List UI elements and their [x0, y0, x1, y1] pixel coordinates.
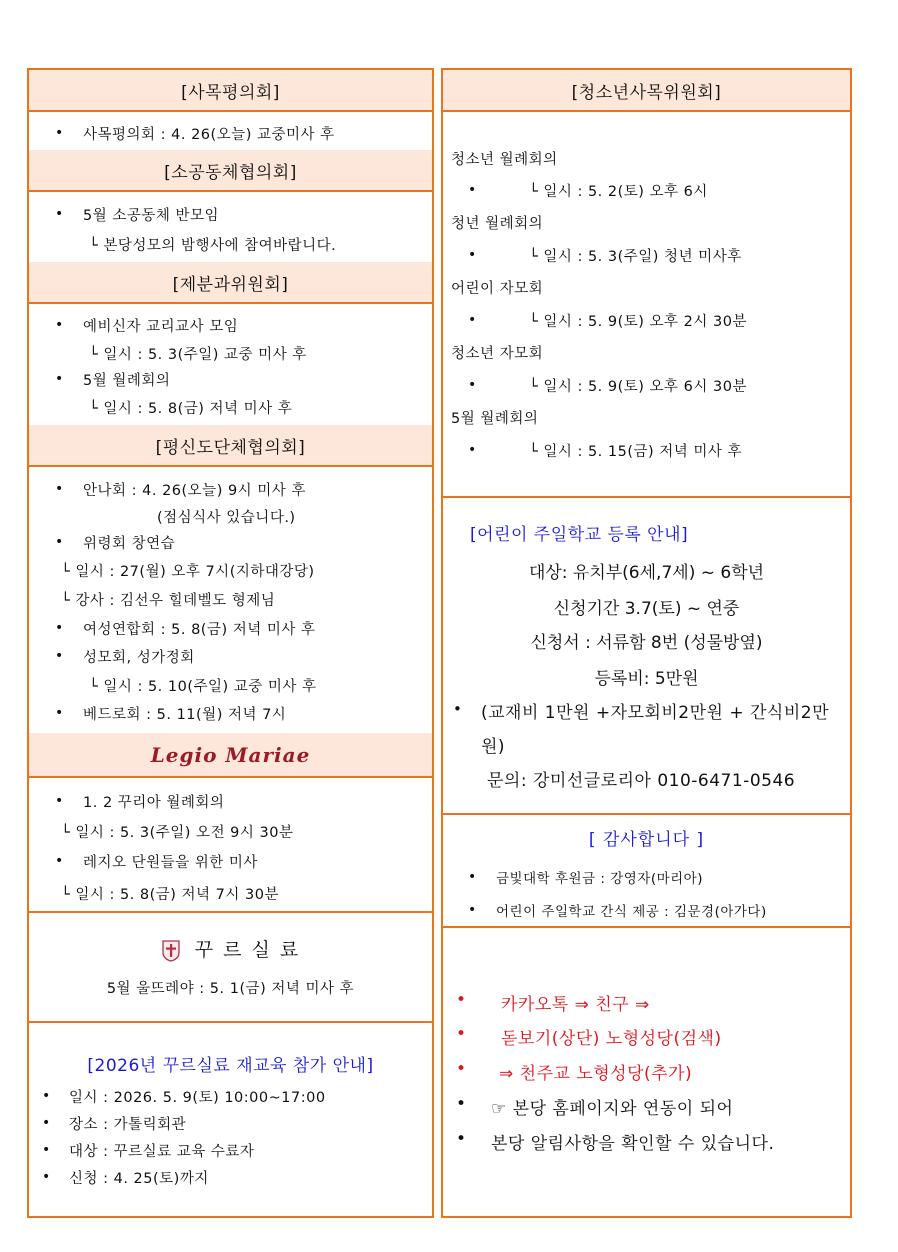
- bullet: •: [468, 442, 477, 458]
- evangelization-item-1: 예비신자 교리교사 모임: [83, 319, 239, 335]
- small-community-detail: └ 본당성모의 밤행사에 참여바랍니다.: [89, 238, 337, 254]
- cursillo-education-title: [2026년 꾸르실료 재교육 참가 안내]: [87, 1056, 374, 1076]
- legio-item-1-detail: └ 일시 : 5. 3(주일) 오전 9시 30분: [61, 825, 294, 841]
- bullet: •: [55, 125, 64, 141]
- laity-item-5: 베드로회 : 5. 11(월) 저녁 7시: [83, 707, 287, 723]
- cursillo-title-row: [29, 935, 432, 962]
- bullet: •: [55, 705, 64, 721]
- sunday-school-period: 신청기간 3.7(토) ~ 연중: [553, 599, 740, 619]
- thanks-title: [ 감사합니다 ]: [588, 830, 705, 850]
- laity-item-4: 성모회, 성가정회: [83, 650, 195, 666]
- right-column: [441, 68, 852, 1218]
- kakao-step-1: 카카오톡 ⇒ 친구 ⇒: [501, 995, 650, 1015]
- youth-header: [청소년사목위원회]: [443, 70, 850, 112]
- laity-item-2-detail-2: └ 강사 : 김선우 힐데벨도 형제님: [61, 593, 276, 609]
- youth-section: [443, 70, 850, 498]
- youth-item-3: 어린이 자모회: [451, 281, 544, 297]
- evangelization-item-2: 5월 월례회의: [83, 373, 171, 389]
- youth-item-4: 청소년 자모회: [451, 346, 544, 362]
- youth-item-1-detail: └ 일시 : 5. 2(토) 오후 6시: [529, 184, 708, 200]
- bullet: •: [468, 182, 477, 198]
- cursillo-title: 꾸 르 실 료: [194, 939, 301, 961]
- evangelization-item-1-detail: └ 일시 : 5. 3(주일) 교중 미사 후: [89, 347, 307, 363]
- bullet: •: [55, 206, 64, 222]
- cursillo-education-date: 일시 : 2026. 5. 9(토) 10:00~17:00: [69, 1090, 326, 1106]
- laity-item-2-detail-1: └ 일시 : 27(월) 오후 7시(지하대강당): [61, 564, 315, 580]
- legio-header: Legio Mariae: [29, 733, 432, 778]
- sunday-school-fee-detail: (교재비 1만원 +자모회비2만원 + 간식비2만: [481, 703, 830, 723]
- kakao-note-2: 본당 알림사항을 확인할 수 있습니다.: [491, 1134, 775, 1154]
- sunday-school-form: 신청서 : 서류함 8번 (성물방옆): [530, 633, 763, 653]
- bullet: •: [42, 1115, 51, 1131]
- thanks-item-2: 어린이 주일학교 간식 제공 : 김문경(아가다): [496, 904, 767, 920]
- sunday-school-contact: 문의: 강미선글로리아 010-6471-0546: [487, 771, 796, 791]
- laity-header: [평신도단체협의회]: [29, 425, 432, 467]
- bullet: •: [456, 1059, 467, 1079]
- bullet: •: [55, 371, 64, 387]
- cursillo-emblem-icon: [161, 940, 181, 962]
- youth-item-2-detail: └ 일시 : 5. 3(주일) 청년 미사후: [529, 249, 742, 265]
- bullet: •: [456, 1129, 467, 1149]
- kakao-note-1: ☞ 본당 홈페이지와 연동이 되어: [491, 1099, 734, 1119]
- bullet: •: [468, 869, 477, 885]
- laity-item-1: 안나회 : 4. 26(오늘) 9시 미사 후: [83, 483, 306, 499]
- bullet: •: [55, 481, 64, 497]
- legio-item-2-detail: └ 일시 : 5. 8(금) 저녁 7시 30분: [61, 887, 279, 903]
- bullet: •: [456, 1024, 467, 1044]
- evangelization-item-2-detail: └ 일시 : 5. 8(금) 저녁 미사 후: [89, 401, 293, 417]
- kakao-step-3: ⇒ 천주교 노형성당(추가): [499, 1064, 693, 1084]
- youth-item-3-detail: └ 일시 : 5. 9(토) 오후 2시 30분: [529, 314, 747, 330]
- bullet: •: [55, 620, 64, 636]
- bullet: •: [468, 312, 477, 328]
- pastoral-item: 사목평의회 : 4. 26(오늘) 교중미사 후: [83, 127, 335, 143]
- evangelization-section: [29, 262, 432, 427]
- kakao-step-2: 돋보기(상단) 노형성당(검색): [501, 1029, 722, 1049]
- youth-item-2: 청년 월례회의: [451, 216, 544, 232]
- youth-item-4-detail: └ 일시 : 5. 9(토) 오후 6시 30분: [529, 379, 747, 395]
- cursillo-section: [29, 911, 432, 1023]
- bullet: •: [453, 700, 462, 718]
- left-column: [27, 68, 434, 1218]
- kakao-section: [443, 926, 850, 1218]
- laity-item-4-detail: └ 일시 : 5. 10(주일) 교중 미사 후: [89, 679, 317, 695]
- legio-item-1: 1. 2 꾸리아 월례회의: [83, 795, 225, 811]
- legio-section: [29, 733, 432, 913]
- sunday-school-target: 대상: 유치부(6세,7세) ~ 6학년: [528, 563, 765, 583]
- laity-item-3: 여성연합회 : 5. 8(금) 저녁 미사 후: [83, 622, 316, 638]
- bullet: •: [468, 247, 477, 263]
- small-community-header: [소공동체협의회]: [29, 150, 432, 192]
- youth-item-5: 5월 월례회의: [451, 411, 539, 427]
- laity-item-1-detail: (점심식사 있습니다.): [157, 510, 296, 526]
- bullet: •: [55, 317, 64, 333]
- sunday-school-title: [어린이 주일학교 등록 안내]: [470, 525, 689, 545]
- pastoral-section: [29, 70, 432, 152]
- bullet: •: [55, 853, 64, 869]
- legio-item-2: 레지오 단원들을 위한 미사: [83, 855, 258, 871]
- bullet: •: [468, 902, 477, 918]
- small-community-section: [29, 150, 432, 264]
- cursillo-education-target: 대상 : 꾸르실료 교육 수료자: [69, 1144, 255, 1160]
- youth-item-5-detail: └ 일시 : 5. 15(금) 저녁 미사 후: [529, 444, 743, 460]
- bullet: •: [42, 1088, 51, 1104]
- bullet: •: [468, 377, 477, 393]
- bullet: •: [456, 990, 467, 1010]
- thanks-section: [443, 813, 850, 928]
- cursillo-education-section: [29, 1021, 432, 1218]
- bullet: •: [55, 648, 64, 664]
- bullet: •: [42, 1142, 51, 1158]
- sunday-school-fee-detail-cont: 원): [481, 737, 506, 757]
- bullet: •: [55, 793, 64, 809]
- cursillo-education-place: 장소 : 가톨릭회관: [69, 1117, 187, 1133]
- laity-item-2: 위령회 창연습: [83, 536, 176, 552]
- bullet: •: [55, 534, 64, 550]
- cursillo-education-apply: 신청 : 4. 25(토)까지: [69, 1171, 209, 1187]
- sunday-school-fee: 등록비: 5만원: [594, 669, 699, 689]
- thanks-item-1: 금빛대학 후원금 : 강영자(마리아): [496, 871, 703, 887]
- small-community-item: 5월 소공동체 반모임: [83, 208, 219, 224]
- bullet: •: [42, 1169, 51, 1185]
- pastoral-header: [사목평의회]: [29, 70, 432, 112]
- youth-item-1: 청소년 월례회의: [451, 152, 558, 168]
- cursillo-ultreya: 5월 울뜨레야 : 5. 1(금) 저녁 미사 후: [106, 981, 355, 997]
- sunday-school-section: [443, 496, 850, 815]
- bullet: •: [456, 1094, 467, 1114]
- laity-section: [29, 425, 432, 735]
- evangelization-header: [제분과위원회]: [29, 262, 432, 304]
